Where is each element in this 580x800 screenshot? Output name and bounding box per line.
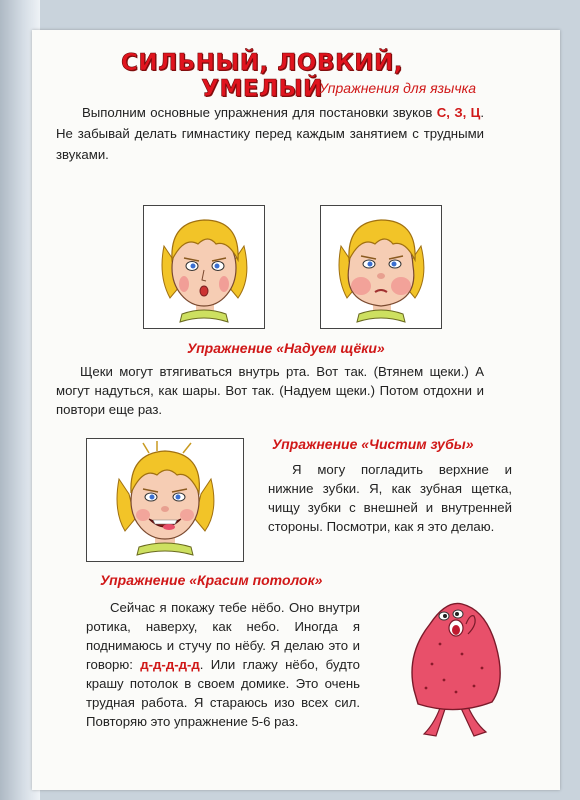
tongue-character-picture bbox=[396, 594, 514, 744]
intro-paragraph bbox=[56, 102, 484, 165]
tongue-character-icon bbox=[396, 594, 514, 744]
palate-sound: д-д-д-д-д bbox=[140, 657, 200, 672]
page-subtitle: Упражнения для язычка bbox=[319, 80, 476, 96]
boy-puffed-cheeks-icon bbox=[321, 206, 441, 328]
boy-sucked-cheeks-picture bbox=[143, 205, 265, 329]
exercise-text-teeth: Я могу погладить верхние и нижние зубки. Я, как зубная щетка, чищу зубки с внешней и внутренней стороны. Посмотри, как я это делаю. bbox=[268, 462, 512, 534]
intro-text-before: Выполним основные упражнения для постановки звуков bbox=[82, 105, 437, 120]
exercise-title-cheeks: Упражнение «Надуем щёки» bbox=[187, 340, 385, 356]
palate-text-before: Сейчас я покажу тебе нёбо. Оно внутри ротика, наверху, как небо. Иногда я поднимаюсь и стучу по нёбу. Я делаю это и говорю: bbox=[86, 600, 360, 672]
intro-text-after: . Не забывай делать гимнастику перед каждым занятием с трудными звуками. bbox=[56, 105, 484, 162]
boy-brushing-teeth-picture bbox=[86, 438, 244, 562]
boy-brushing-teeth-icon bbox=[87, 439, 243, 561]
boy-sucked-cheeks-icon bbox=[144, 206, 264, 328]
palate-text-after: . Или глажу нёбо, будто крашу потолок в своем домике. Это очень трудная работа. Я стараюсь изо всех сил. Повторяю это упражнение 5-6 раз. bbox=[86, 657, 360, 729]
exercise-text-palate bbox=[86, 598, 360, 731]
page-title: СИЛЬНЫЙ, ЛОВКИЙ, УМЕЛЫЙ bbox=[120, 50, 404, 102]
boy-puffed-cheeks-picture bbox=[320, 205, 442, 329]
exercise-title-teeth: Упражнение «Чистим зубы» bbox=[272, 436, 474, 452]
intro-sounds: С, З, Ц bbox=[436, 105, 481, 120]
exercise-text-cheeks: Щеки могут втягиваться внутрь рта. Вот так. (Втянем щеки.) А могут надуться, как шары. Вот так. (Надуем щеки.) Потом отдохни и повтори еще раз. bbox=[56, 364, 484, 417]
exercise-title-palate: Упражнение «Красим потолок» bbox=[100, 572, 323, 588]
